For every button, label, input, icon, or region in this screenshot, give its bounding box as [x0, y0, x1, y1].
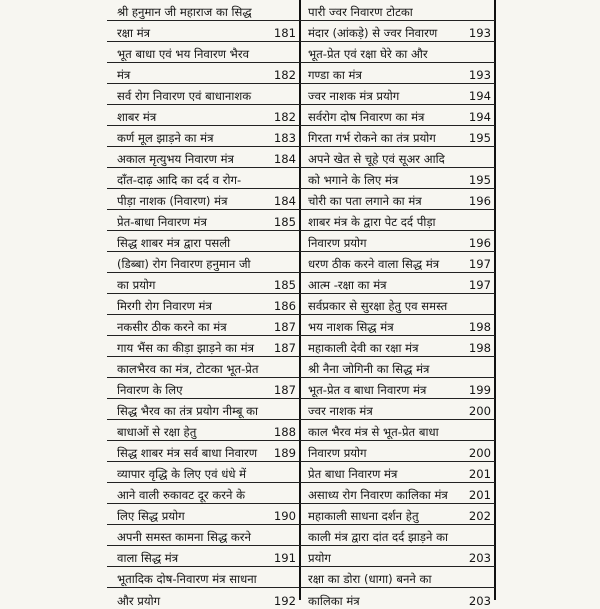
entry-title: निवारण के लिए: [117, 383, 183, 397]
entry-title: शाबर मंत्र के द्वारा पेट दर्द पीड़ा: [308, 215, 436, 229]
entry-title: पारी ज्वर निवारण टोटका: [308, 5, 413, 19]
entry-title: को भगाने के लिए मंत्र: [308, 173, 399, 187]
entry-title: मंदार (आंकड़े) से ज्वर निवारण: [308, 26, 438, 40]
entry-title: बाधाओं से रक्षा हेतु: [117, 425, 197, 439]
entry-page-number: 193: [468, 26, 491, 40]
entry-page-number: 184: [273, 194, 296, 208]
entry-page-number: 198: [468, 320, 491, 334]
entry-title: शाबर मंत्र: [117, 110, 157, 124]
index-row: [107, 483, 300, 504]
entry-page-number: 200: [468, 446, 491, 460]
index-row: [107, 105, 300, 126]
entry-page-number: 187: [273, 341, 296, 355]
index-row: [300, 252, 495, 273]
entry-page-number: 203: [468, 551, 491, 565]
index-row: [300, 336, 495, 357]
entry-page-number: 195: [468, 173, 491, 187]
index-row: [300, 525, 495, 546]
index-row: [300, 567, 495, 588]
index-row: [300, 189, 495, 210]
entry-page-number: 182: [273, 68, 296, 82]
entry-title: का प्रयोग: [117, 278, 156, 292]
index-row: [107, 420, 300, 441]
entry-title: कर्ण मूल झाड़ने का मंत्र: [117, 131, 214, 145]
index-row: [107, 336, 300, 357]
index-row: [107, 252, 300, 273]
entry-title: चोरी का पता लगाने का मंत्र: [308, 194, 422, 208]
index-row: [300, 42, 495, 63]
index-row: [107, 0, 300, 21]
entry-title: धरण ठीक करने वाला सिद्ध मंत्र: [308, 257, 440, 271]
entry-title: मिरगी रोग निवारण मंत्र: [117, 299, 212, 313]
entry-page-number: 196: [468, 236, 491, 250]
index-row: [107, 63, 300, 84]
entry-page-number: 197: [468, 257, 491, 271]
index-row: [300, 0, 495, 21]
entry-title: गिरता गर्भ रोकने का तंत्र प्रयोग: [308, 131, 436, 145]
entry-title: आत्म -रक्षा का मंत्र: [308, 278, 387, 292]
entry-title: व्यापार वृद्धि के लिए एवं धंधे में: [117, 467, 247, 481]
index-column-right: [300, 0, 495, 608]
entry-title: श्री नैना जोगिनी का सिद्ध मंत्र: [308, 362, 430, 376]
entry-title: अपनी समस्त कामना सिद्ध करने: [117, 530, 251, 544]
index-row: [107, 399, 300, 420]
entry-title: कालभैरव का मंत्र, टोटका भूत-प्रेत: [117, 362, 259, 376]
entry-title: रक्षा मंत्र: [117, 26, 151, 40]
index-row: [300, 126, 495, 147]
entry-page-number: 186: [273, 299, 296, 313]
index-row: [107, 231, 300, 252]
index-row: [107, 546, 300, 567]
entry-page-number: 188: [273, 425, 296, 439]
index-row: [300, 294, 495, 315]
entry-title: दाँत-दाढ़ आदि का दर्द व रोग-: [117, 173, 242, 187]
entry-title: अकाल मृत्युभय निवारण मंत्र: [117, 152, 234, 166]
index-row: [107, 273, 300, 294]
entry-title: सर्वरोग दोष निवारण का मंत्र: [308, 110, 425, 124]
index-row: [107, 525, 300, 546]
index-row: [107, 378, 300, 399]
entry-title: (डिब्बा) रोग निवारण हनुमान जी: [117, 257, 251, 271]
index-row: [107, 84, 300, 105]
index-row: [107, 126, 300, 147]
entry-title: सिद्ध शाबर मंत्र द्वारा पसली: [117, 236, 231, 250]
entry-page-number: 185: [273, 278, 296, 292]
entry-page-number: 198: [468, 341, 491, 355]
entry-page-number: 203: [468, 594, 491, 608]
index-row: [300, 420, 495, 441]
entry-page-number: 191: [273, 551, 296, 565]
entry-title: काल भैरव मंत्र से भूत-प्रेत बाधा: [308, 425, 439, 439]
entry-title: काली मंत्र द्वारा दांत दर्द झाड़ने का: [308, 530, 449, 544]
index-row: [300, 63, 495, 84]
entry-title: अपने खेत से चूहे एवं सूअर आदि: [308, 152, 445, 166]
entry-page-number: 195: [468, 131, 491, 145]
entry-page-number: 196: [468, 194, 491, 208]
entry-page-number: 199: [468, 383, 491, 397]
index-row: [107, 294, 300, 315]
entry-page-number: 182: [273, 110, 296, 124]
entry-title: सिद्ध शाबर मंत्र सर्व बाधा निवारण: [117, 446, 258, 460]
index-row: [300, 21, 495, 42]
entry-title: महाकाली साधना दर्शन हेतु: [308, 509, 419, 523]
entry-title: निवारण प्रयोग: [308, 236, 367, 250]
entry-title: प्रेत बाधा निवारण मंत्र: [308, 467, 398, 481]
entry-title: भूत-प्रेत एवं रक्षा घेरे का और: [308, 47, 428, 61]
entry-page-number: 194: [468, 110, 491, 124]
entry-title: सिद्ध भैरव का तंत्र प्रयोग नीम्बू का: [117, 404, 259, 418]
entry-title: वाला सिद्ध मंत्र: [117, 551, 179, 565]
index-row: [300, 210, 495, 231]
entry-title: आने वाली रुकावट दूर करने के: [117, 488, 246, 502]
index-row: [300, 357, 495, 378]
entry-page-number: 185: [273, 215, 296, 229]
index-row: [300, 84, 495, 105]
index-row: [300, 504, 495, 525]
entry-title: प्रेत-बाधा निवारण मंत्र: [117, 215, 207, 229]
entry-page-number: 193: [468, 68, 491, 82]
entry-title: ज्वर नाशक मंत्र: [308, 404, 373, 418]
entry-title: मंत्र: [117, 68, 131, 82]
index-row: [107, 189, 300, 210]
index-row: [300, 399, 495, 420]
entry-title: पीड़ा नाशक (निवारण) मंत्र: [117, 194, 228, 208]
entry-page-number: 181: [273, 26, 296, 40]
entry-page-number: 197: [468, 278, 491, 292]
index-row: [300, 546, 495, 567]
entry-page-number: 187: [273, 383, 296, 397]
index-column-left: [107, 0, 300, 608]
entry-page-number: 187: [273, 320, 296, 334]
index-row: [107, 168, 300, 189]
entry-title: महाकाली देवी का रक्षा मंत्र: [308, 341, 419, 355]
entry-page-number: 200: [468, 404, 491, 418]
index-row: [300, 147, 495, 168]
entry-title: नकसीर ठीक करने का मंत्र: [117, 320, 227, 334]
index-row: [107, 42, 300, 63]
index-row: [107, 315, 300, 336]
index-row: [107, 357, 300, 378]
index-row: [107, 588, 300, 609]
index-row: [107, 441, 300, 462]
entry-title: असाध्य रोग निवारण कालिका मंत्र: [308, 488, 448, 502]
index-row: [300, 588, 495, 609]
entry-page-number: 201: [468, 488, 491, 502]
index-row: [300, 231, 495, 252]
entry-page-number: 189: [273, 446, 296, 460]
entry-title: श्री हनुमान जी महाराज का सिद्ध: [117, 5, 252, 19]
index-row: [300, 462, 495, 483]
entry-page-number: 194: [468, 89, 491, 103]
entry-title: रक्षा का डोरा (धागा) बनने का: [308, 572, 432, 586]
index-row: [300, 441, 495, 462]
entry-page-number: 190: [273, 509, 296, 523]
entry-title: सर्व रोग निवारण एवं बाधानाशक: [117, 89, 252, 103]
entry-title: कालिका मंत्र: [308, 594, 360, 608]
index-row: [107, 21, 300, 42]
entry-title: भूत-प्रेत व बाधा निवारण मंत्र: [308, 383, 427, 397]
entry-title: भूत बाधा एवं भय निवारण भैरव: [117, 47, 250, 61]
entry-title: गण्डा का मंत्र: [308, 68, 362, 82]
index-row: [300, 483, 495, 504]
index-row: [107, 147, 300, 168]
entry-title: भूतादिक दोष-निवारण मंत्र साधना: [117, 572, 257, 586]
entry-page-number: 192: [273, 594, 296, 608]
index-row: [300, 378, 495, 399]
entry-title: ज्वर नाशक मंत्र प्रयोग: [308, 89, 400, 103]
index-row: [107, 567, 300, 588]
entry-title: भय नाशक सिद्ध मंत्र: [308, 320, 394, 334]
entry-page-number: 183: [273, 131, 296, 145]
entry-page-number: 184: [273, 152, 296, 166]
entry-page-number: 202: [468, 509, 491, 523]
entry-title: गाय भैंस का कीड़ा झाड़ने का मंत्र: [117, 341, 255, 355]
entry-page-number: 201: [468, 467, 491, 481]
entry-title: सर्वप्रकार से सुरक्षा हेतु एव समस्त: [308, 299, 448, 313]
entry-title: प्रयोग: [308, 551, 331, 565]
index-row: [300, 315, 495, 336]
entry-title: और प्रयोग: [117, 594, 161, 608]
index-row: [300, 273, 495, 294]
index-row: [107, 504, 300, 525]
index-row: [300, 105, 495, 126]
index-row: [107, 210, 300, 231]
entry-title: निवारण प्रयोग: [308, 446, 367, 460]
index-row: [107, 462, 300, 483]
entry-title: लिए सिद्ध प्रयोग: [117, 509, 185, 523]
index-row: [300, 168, 495, 189]
